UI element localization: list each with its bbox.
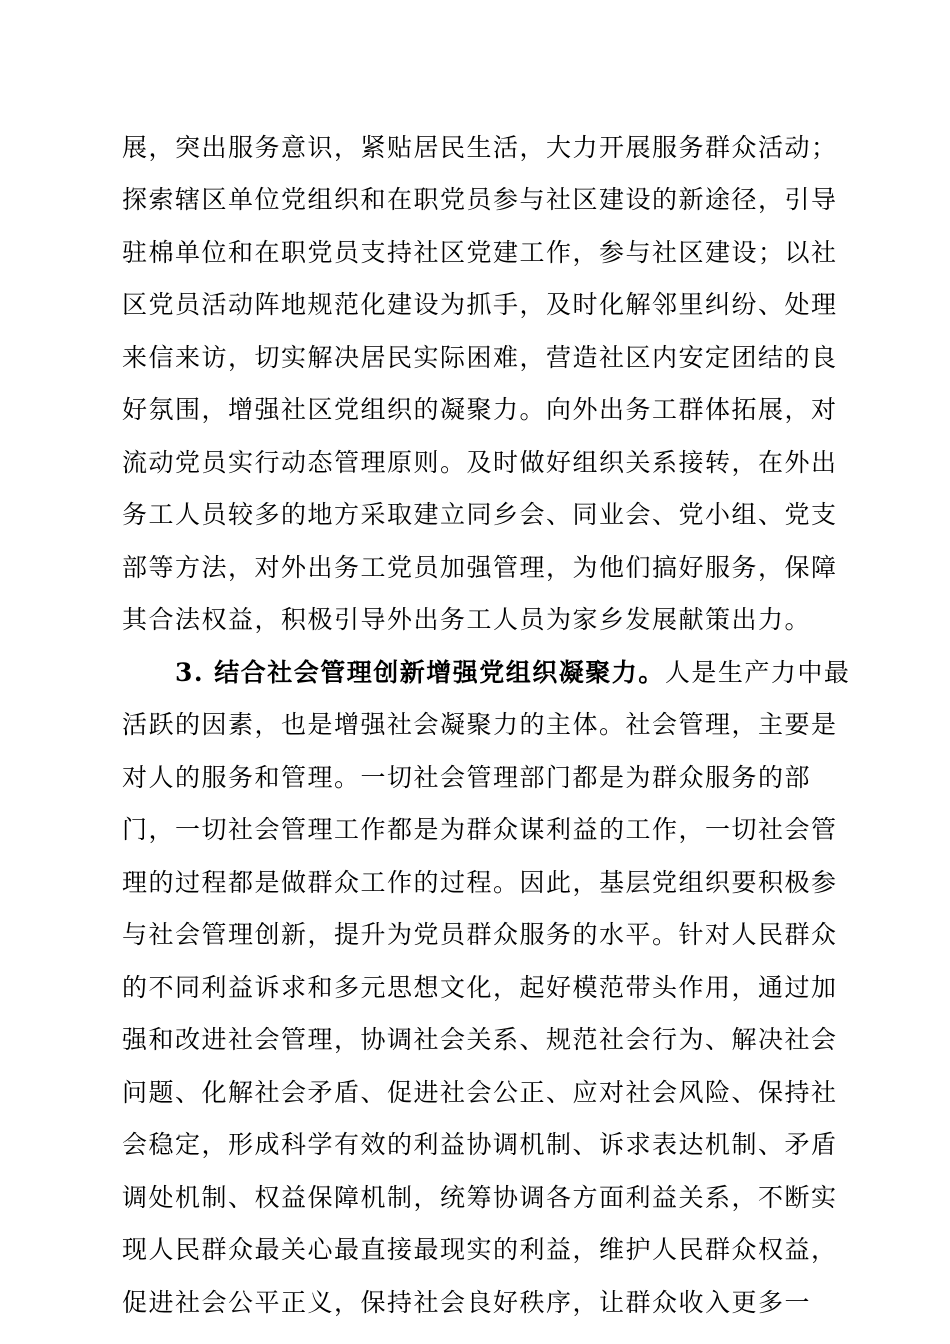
- paragraph-line: 来信来访，切实解决居民实际困难，营造社区内安定团结的良: [122, 343, 838, 372]
- paragraph-line: 好氛围，增强社区党组织的凝聚力。向外出务工群体拓展，对: [122, 395, 838, 424]
- paragraph-line: 促进社会公平正义，保持社会良好秩序，让群众收入更多一: [122, 1288, 812, 1317]
- paragraph-line: 区党员活动阵地规范化建设为抓手，及时化解邻里纠纷、处理: [122, 290, 838, 319]
- paragraph-line: 现人民群众最关心最直接最现实的利益，维护人民群众权益，: [122, 1235, 838, 1264]
- paragraph-line: 务工人员较多的地方采取建立同乡会、同业会、党小组、党支: [122, 500, 838, 529]
- paragraph-line: 与社会管理创新，提升为党员群众服务的水平。针对人民群众: [122, 920, 838, 949]
- paragraph-line: 活跃的因素，也是增强社会凝聚力的主体。社会管理，主要是: [122, 710, 838, 739]
- section-3-heading: 3. 结合社会管理创新增强党组织凝聚力。: [175, 658, 665, 687]
- paragraph-line: 流动党员实行动态管理原则。及时做好组织关系接转，在外出: [122, 448, 838, 477]
- paragraph-line: 问题、化解社会矛盾、促进社会公正、应对社会风险、保持社: [122, 1078, 838, 1107]
- paragraph-line: 调处机制、权益保障机制，统筹协调各方面利益关系，不断实: [122, 1183, 838, 1212]
- paragraph-line: 其合法权益，积极引导外出务工人员为家乡发展献策出力。: [122, 605, 812, 634]
- section-3-first-line-text: 人是生产力中最: [664, 658, 851, 687]
- paragraph-line: 部等方法，对外出务工党员加强管理，为他们搞好服务，保障: [122, 553, 838, 582]
- paragraph-line: 强和改进社会管理，协调社会关系、规范社会行为、解决社会: [122, 1025, 838, 1054]
- paragraph-line: 对人的服务和管理。一切社会管理部门都是为群众服务的部: [122, 763, 812, 792]
- section-3-first-line: [175, 656, 850, 690]
- paragraph-line: 探索辖区单位党组织和在职党员参与社区建设的新途径，引导: [122, 185, 838, 214]
- paragraph-line: 展，突出服务意识，紧贴居民生活，大力开展服务群众活动；: [122, 133, 838, 162]
- paragraph-line: 门，一切社会管理工作都是为群众谋利益的工作，一切社会管: [122, 815, 838, 844]
- paragraph-line: 驻棉单位和在职党员支持社区党建工作，参与社区建设；以社: [122, 238, 838, 267]
- paragraph-line: 理的过程都是做群众工作的过程。因此，基层党组织要积极参: [122, 868, 838, 897]
- paragraph-line: 的不同利益诉求和多元思想文化，起好模范带头作用，通过加: [122, 973, 838, 1002]
- paragraph-line: 会稳定，形成科学有效的利益协调机制、诉求表达机制、矛盾: [122, 1130, 838, 1159]
